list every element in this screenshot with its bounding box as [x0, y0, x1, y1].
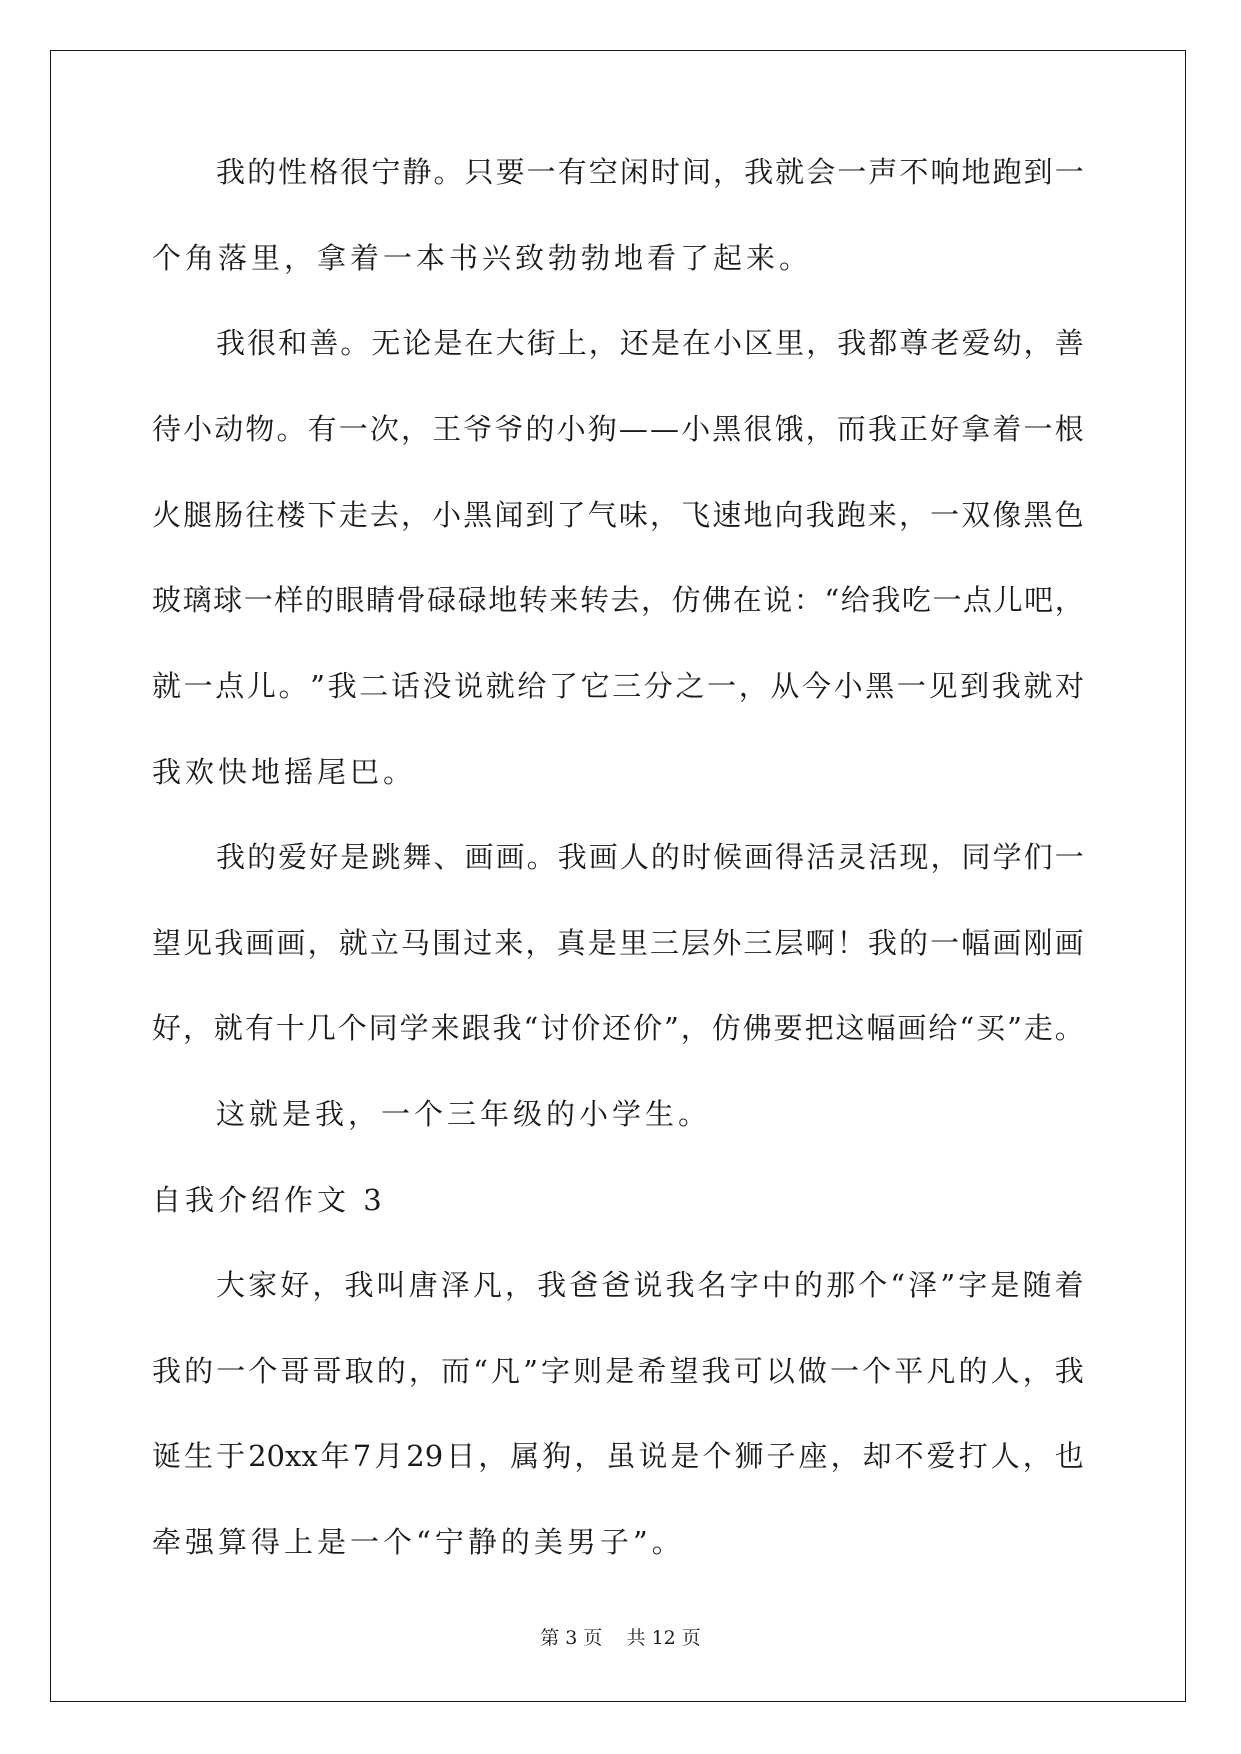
text-line: 待 小 动 物 。 有 一 次 ， 王 爷 爷 的 小 狗 — — 小 黑 很 饿 ， 而 我 正 好 拿 着 一 根 — [152, 412, 1084, 446]
page-footer: 第 3 页 共 12 页 — [540, 1627, 701, 1649]
section-heading: 自我介绍作文 3 — [152, 1183, 386, 1217]
text-line: 我欢快地摇尾巴。 — [152, 755, 417, 789]
text-line: 大 家 好 ， 我 叫 唐 泽 凡 ， 我 爸 爸 说 我 名 字 中 的 那 个 “ 泽 ” 字 是 随 着 — [216, 1268, 1084, 1302]
text-line: 就 一 点 儿 。 ” 我 二 话 没 说 就 给 了 它 三 分 之 一 ， 从 今 小 黑 一 见 到 我 就 对 — [152, 669, 1084, 703]
text-line: 这就是我，一个三年级的小学生。 — [216, 1097, 712, 1131]
text-line: 望 见 我 画 画 ， 就 立 马 围 过 来 ， 真 是 里 三 层 外 三 层 啊 ！ 我 的 一 幅 画 刚 画 — [152, 926, 1084, 960]
text-line: 我 的 一 个 哥 哥 取 的 ， 而 “ 凡 ” 字 则 是 希 望 我 可 以 做 一 个 平 凡 的 人 ， 我 — [152, 1354, 1084, 1388]
text-line: 诞 生 于 20xx 年 7 月 29 日 ， 属 狗 ， 虽 说 是 个 狮 子 座 ， 却 不 爱 打 人 ， 也 — [152, 1439, 1084, 1473]
text-line: 个角落里，拿着一本书兴致勃勃地看了起来。 — [152, 241, 813, 275]
text-line: 好 ， 就 有 十 几 个 同 学 来 跟 我 “ 讨 价 还 价 ” ， 仿 佛 要 把 这 幅 画 给 “ 买 ” 走 。 — [152, 1011, 1084, 1045]
text-line: 我 很 和 善 。 无 论 是 在 大 街 上 ， 还 是 在 小 区 里 ， 我 都 尊 老 爱 幼 ， 善 — [216, 326, 1084, 360]
text-line: 玻 璃 球 一 样 的 眼 睛 骨 碌 碌 地 转 来 转 去 ， 仿 佛 在 说 ： “ 给 我 吃 一 点 儿 吧 ， — [152, 583, 1084, 617]
text-line: 我 的 性 格 很 宁 静 。 只 要 一 有 空 闲 时 间 ， 我 就 会 一 声 不 响 地 跑 到 一 — [216, 155, 1084, 189]
text-line: 火 腿 肠 往 楼 下 走 去 ， 小 黑 闻 到 了 气 味 ， 飞 速 地 向 我 跑 来 ， 一 双 像 黑 色 — [152, 498, 1084, 532]
text-line: 我 的 爱 好 是 跳 舞 、 画 画 。 我 画 人 的 时 候 画 得 活 灵 活 现 ， 同 学 们 一 — [216, 840, 1084, 874]
text-line: 牵强算得上是一个“宁静的美男子”。 — [152, 1525, 685, 1559]
